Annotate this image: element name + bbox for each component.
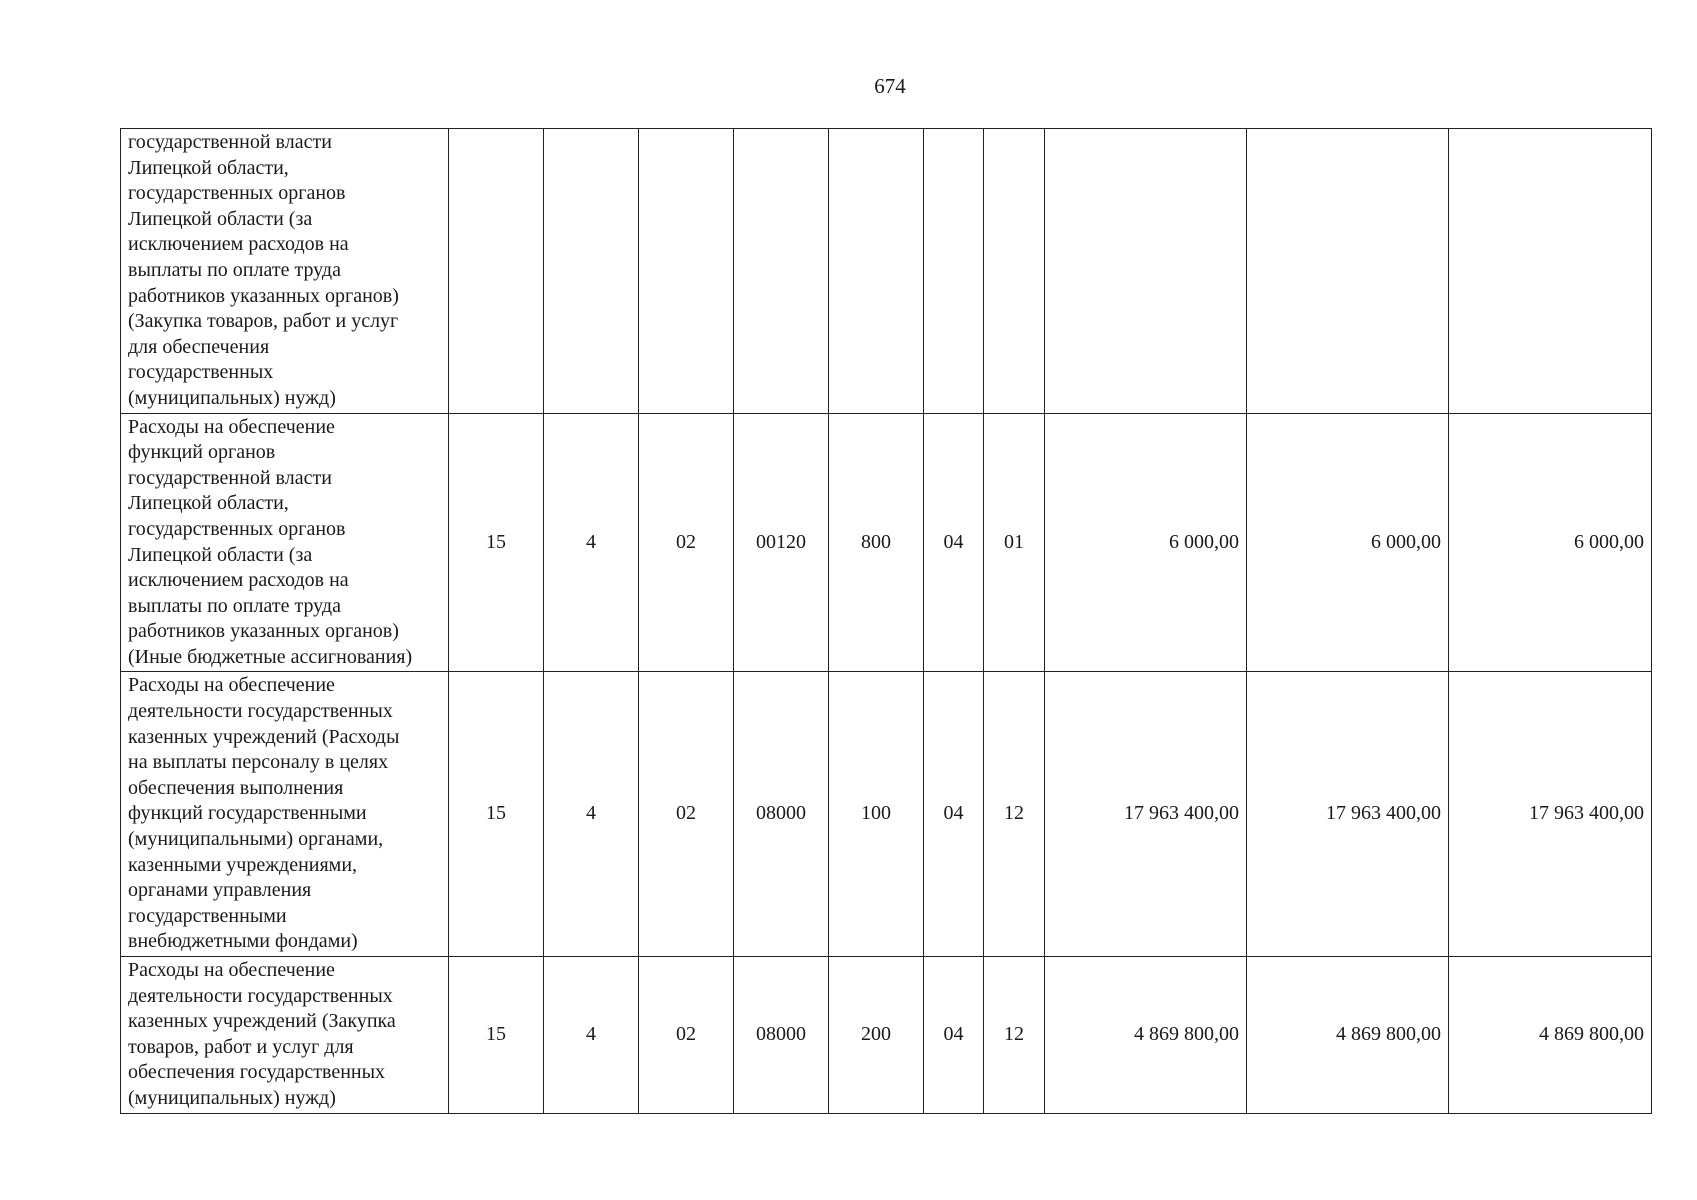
- expense-direction-code-cell: 08000: [734, 672, 829, 957]
- main-activity-code-cell: 02: [639, 957, 734, 1114]
- expense-direction-code-cell: [734, 129, 829, 414]
- subsection-code-cell: 12: [984, 957, 1045, 1114]
- description-line: государственной власти: [128, 131, 332, 153]
- expense-type-code-cell: [829, 129, 924, 414]
- amount-cell-3: 17 963 400,00: [1449, 672, 1652, 957]
- description-line: обеспечения государственных: [128, 1061, 386, 1084]
- description-line: государственных: [128, 361, 274, 384]
- main-activity-code-cell: [639, 129, 734, 414]
- subsection-code-cell: [984, 129, 1045, 414]
- description-line: выплаты по оплате труда: [128, 594, 341, 617]
- description-line: государственных органов: [128, 182, 346, 205]
- expense-type-code-cell: 200: [829, 957, 924, 1114]
- table-row: [121, 413, 1652, 672]
- subprogram-code-cell: 4: [544, 672, 639, 957]
- program-code-cell: 15: [449, 413, 544, 672]
- amount-cell-3: 6 000,00: [1449, 413, 1652, 672]
- amount-cell-1: 17 963 400,00: [1045, 672, 1247, 957]
- description-line: деятельности государственных: [128, 984, 393, 1007]
- table-row: [121, 129, 1652, 414]
- description-line: казенными учреждениями,: [128, 853, 358, 876]
- description-line: на выплаты персоналу в целях: [128, 751, 389, 774]
- main-activity-code-cell: 02: [639, 413, 734, 672]
- subprogram-code-cell: 4: [544, 413, 639, 672]
- table-row: [121, 672, 1652, 957]
- description-line: Липецкой области (за: [128, 207, 313, 230]
- description-line: выплаты по оплате труда: [128, 258, 341, 281]
- description-line: органами управления: [128, 879, 312, 902]
- section-code-cell: 04: [924, 957, 984, 1114]
- table-row: [121, 957, 1652, 1114]
- description-line: (Закупка товаров, работ и услуг: [128, 310, 399, 333]
- expense-description: [121, 129, 449, 414]
- description-line: функций государственными: [128, 802, 367, 825]
- program-code-cell: 15: [449, 957, 544, 1114]
- description-line: казенных учреждений (Расходы: [128, 725, 400, 748]
- description-line: функций органов: [128, 441, 276, 464]
- description-line: государственных органов: [128, 517, 346, 540]
- amount-cell-1: 4 869 800,00: [1045, 957, 1247, 1114]
- description-line: для обеспечения: [128, 335, 270, 358]
- description-line: государственными: [128, 904, 287, 927]
- description-line: исключением расходов на: [128, 233, 349, 256]
- subsection-code-cell: 12: [984, 672, 1045, 957]
- description-line: внебюджетными фондами): [128, 930, 358, 953]
- description-line: Расходы на обеспечение: [128, 415, 335, 438]
- budget-table: [120, 128, 1652, 1114]
- description-line: обеспечения выполнения: [128, 776, 344, 799]
- description-line: государственной власти: [128, 466, 332, 489]
- amount-cell-2: 4 869 800,00: [1247, 957, 1449, 1114]
- description-line: Липецкой области (за: [128, 543, 313, 566]
- page-number: 674: [874, 74, 906, 98]
- description-line: (муниципальными) органами,: [128, 828, 384, 851]
- amount-cell-1: 6 000,00: [1045, 413, 1247, 672]
- description-line: Липецкой области,: [128, 492, 289, 515]
- expense-direction-code-cell: 00120: [734, 413, 829, 672]
- description-line: (Иные бюджетные ассигнования): [128, 645, 413, 668]
- expense-direction-code-cell: 08000: [734, 957, 829, 1114]
- section-code-cell: 04: [924, 413, 984, 672]
- amount-cell-1: [1045, 129, 1247, 414]
- subprogram-code-cell: [544, 129, 639, 414]
- main-activity-code-cell: 02: [639, 672, 734, 957]
- section-code-cell: 04: [924, 672, 984, 957]
- description-line: (муниципальных) нужд): [128, 1086, 336, 1109]
- amount-cell-2: 6 000,00: [1247, 413, 1449, 672]
- description-line: работников указанных органов): [128, 284, 399, 307]
- program-code-cell: [449, 129, 544, 414]
- subprogram-code-cell: 4: [544, 957, 639, 1114]
- description-line: казенных учреждений (Закупка: [128, 1010, 396, 1033]
- description-line: Расходы на обеспечение: [128, 674, 335, 697]
- description-line: деятельности государственных: [128, 700, 393, 723]
- amount-cell-3: [1449, 129, 1652, 414]
- description-line: Липецкой области,: [128, 156, 289, 179]
- description-line: Расходы на обеспечение: [128, 959, 335, 981]
- amount-cell-2: 17 963 400,00: [1247, 672, 1449, 957]
- expense-description: [121, 957, 449, 1114]
- amount-cell-3: 4 869 800,00: [1449, 957, 1652, 1114]
- program-code-cell: 15: [449, 672, 544, 957]
- expense-description: [121, 413, 449, 672]
- description-line: исключением расходов на: [128, 569, 349, 592]
- description-line: (муниципальных) нужд): [128, 386, 336, 409]
- expense-description: [121, 672, 449, 957]
- subsection-code-cell: 01: [984, 413, 1045, 672]
- expense-type-code-cell: 100: [829, 672, 924, 957]
- description-line: товаров, работ и услуг для: [128, 1035, 354, 1058]
- description-line: работников указанных органов): [128, 620, 399, 643]
- expense-type-code-cell: 800: [829, 413, 924, 672]
- section-code-cell: [924, 129, 984, 414]
- amount-cell-2: [1247, 129, 1449, 414]
